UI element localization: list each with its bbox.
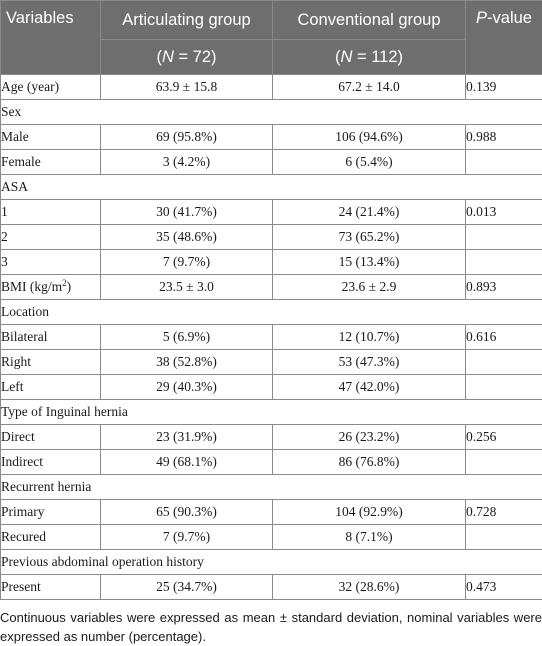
conventional-value: 53 (47.3%)	[273, 350, 466, 375]
header-p-value-italic: P	[476, 9, 488, 27]
table-row	[1, 300, 542, 325]
table-row	[1, 275, 542, 300]
articulating-value: 38 (52.8%)	[101, 350, 273, 375]
row-label: Recured	[1, 525, 101, 550]
p-value	[466, 525, 542, 550]
section-heading: Sex	[1, 100, 542, 125]
section-heading: Location	[1, 300, 542, 325]
p-value: 0.139	[466, 75, 542, 100]
p-value	[466, 375, 542, 400]
conventional-value: 23.6 ± 2.9	[273, 275, 466, 300]
row-label	[1, 275, 101, 300]
articulating-value: 35 (48.6%)	[101, 225, 273, 250]
header-p-value	[466, 1, 542, 75]
table-row	[1, 325, 542, 350]
table-row	[1, 225, 542, 250]
p-value	[466, 350, 542, 375]
n-variable: N	[161, 47, 174, 66]
table-row	[1, 175, 542, 200]
table-row	[1, 125, 542, 150]
row-label-text: )	[66, 279, 72, 294]
row-label: Direct	[1, 425, 101, 450]
articulating-value: 5 (6.9%)	[101, 325, 273, 350]
conventional-value: 86 (76.8%)	[273, 450, 466, 475]
articulating-value: 69 (95.8%)	[101, 125, 273, 150]
table-row	[1, 550, 542, 575]
row-label: Bilateral	[1, 325, 101, 350]
articulating-value: 23.5 ± 3.0	[101, 275, 273, 300]
n-open-paren: (	[156, 47, 162, 66]
header-conventional-n	[273, 40, 466, 75]
n-variable: N	[340, 47, 353, 66]
row-label-text: BMI (kg/m	[1, 279, 63, 294]
conventional-value: 26 (23.2%)	[273, 425, 466, 450]
header-variables: Variables	[1, 1, 101, 75]
p-value: 0.473	[466, 575, 542, 600]
row-label: Female	[1, 150, 101, 175]
table-row	[1, 350, 542, 375]
conventional-value: 6 (5.4%)	[273, 150, 466, 175]
conventional-value: 106 (94.6%)	[273, 125, 466, 150]
p-value: 0.728	[466, 500, 542, 525]
conventional-value: 73 (65.2%)	[273, 225, 466, 250]
conventional-value: 32 (28.6%)	[273, 575, 466, 600]
conventional-value: 15 (13.4%)	[273, 250, 466, 275]
conventional-value: 104 (92.9%)	[273, 500, 466, 525]
table-row	[1, 375, 542, 400]
table-row	[1, 500, 542, 525]
header-articulating-group: Articulating group	[101, 1, 273, 40]
table-row	[1, 450, 542, 475]
p-value: 0.893	[466, 275, 542, 300]
row-label: Indirect	[1, 450, 101, 475]
row-label: Primary	[1, 500, 101, 525]
row-label: 2	[1, 225, 101, 250]
conventional-value: 12 (10.7%)	[273, 325, 466, 350]
section-heading: ASA	[1, 175, 542, 200]
section-heading: Type of Inguinal hernia	[1, 400, 542, 425]
table-row	[1, 400, 542, 425]
articulating-value: 25 (34.7%)	[101, 575, 273, 600]
table-body	[1, 75, 542, 600]
table-row	[1, 525, 542, 550]
conventional-value: 47 (42.0%)	[273, 375, 466, 400]
n-value: = 72)	[173, 47, 217, 66]
table-row	[1, 475, 542, 500]
table-row	[1, 425, 542, 450]
conventional-value: 24 (21.4%)	[273, 200, 466, 225]
p-value	[466, 250, 542, 275]
header-conventional-group: Conventional group	[273, 1, 466, 40]
table-row	[1, 575, 542, 600]
section-heading: Previous abdominal operation history	[1, 550, 542, 575]
p-value	[466, 150, 542, 175]
p-value	[466, 225, 542, 250]
conventional-value: 8 (7.1%)	[273, 525, 466, 550]
articulating-value: 7 (9.7%)	[101, 250, 273, 275]
table-row	[1, 200, 542, 225]
table-row	[1, 150, 542, 175]
row-label: Male	[1, 125, 101, 150]
row-label: Present	[1, 575, 101, 600]
row-label: Left	[1, 375, 101, 400]
p-value: 0.616	[466, 325, 542, 350]
articulating-value: 49 (68.1%)	[101, 450, 273, 475]
row-label: 1	[1, 200, 101, 225]
table-row	[1, 250, 542, 275]
table-row	[1, 100, 542, 125]
articulating-value: 30 (41.7%)	[101, 200, 273, 225]
articulating-value: 29 (40.3%)	[101, 375, 273, 400]
header-articulating-n	[101, 40, 273, 75]
table-footnote: Continuous variables were expressed as mean ± standard deviation, nominal variables were expressed as number (percentage).	[0, 610, 542, 644]
p-value: 0.256	[466, 425, 542, 450]
articulating-value: 23 (31.9%)	[101, 425, 273, 450]
articulating-value: 7 (9.7%)	[101, 525, 273, 550]
articulating-value: 63.9 ± 15.8	[101, 75, 273, 100]
conventional-value: 67.2 ± 14.0	[273, 75, 466, 100]
n-value: = 112)	[352, 47, 404, 66]
section-heading: Recurrent hernia	[1, 475, 542, 500]
table-row	[1, 75, 542, 100]
header-p-value-rest: -value	[487, 9, 532, 27]
row-label: 3	[1, 250, 101, 275]
articulating-value: 65 (90.3%)	[101, 500, 273, 525]
p-value	[466, 450, 542, 475]
row-label: Right	[1, 350, 101, 375]
table-header	[1, 1, 542, 75]
p-value: 0.988	[466, 125, 542, 150]
n-open-paren: (	[334, 47, 341, 66]
row-label-superscript: 2	[62, 278, 67, 288]
row-label: Age (year)	[1, 75, 101, 100]
articulating-value: 3 (4.2%)	[101, 150, 273, 175]
p-value: 0.013	[466, 200, 542, 225]
